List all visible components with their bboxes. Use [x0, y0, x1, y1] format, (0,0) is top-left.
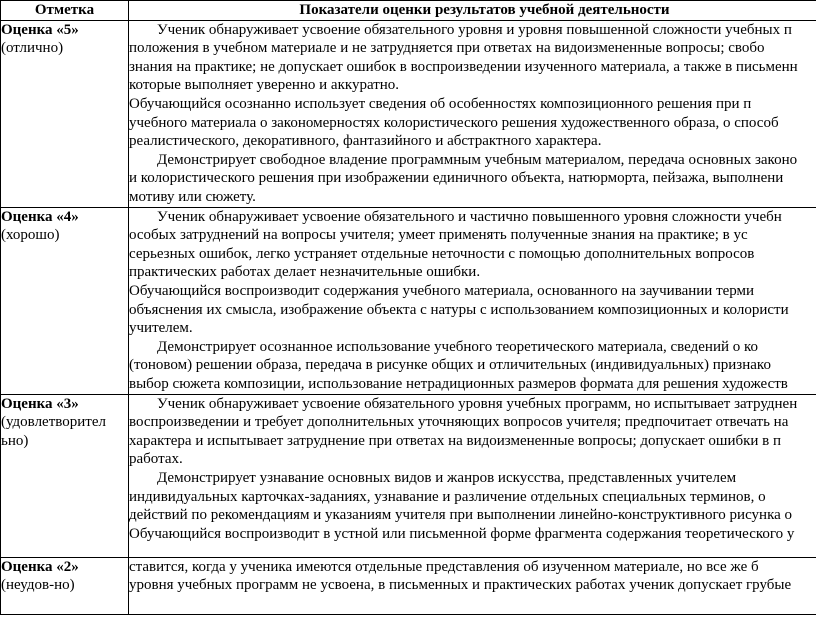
- text-line: Демонстрирует свободное владение программным учебным материалом, передача основных законо: [157, 151, 798, 168]
- grade-name: Оценка «2»: [1, 558, 79, 575]
- text-line: действий по рекомендациям и указаниям учителя при выполнении линейно-конструктивного рисунка о: [129, 507, 793, 524]
- text-line: знания на практике; не допускает ошибок в воспроизведении изученного материала, а также в письменн: [129, 58, 798, 75]
- text-line: (тоновом) решении образа, передача в рисунке общих и отличительных (индивидуальных) признако: [129, 357, 771, 374]
- text-line: Ученик обнаруживает усвоение обязательного уровня учебных программ, но испытывает затруднен: [157, 395, 798, 412]
- header-grade: Отметка: [1, 1, 129, 21]
- text-line: и колористического решения при изображении единичного объекта, натюрморта, пейзажа, выполнени: [129, 170, 784, 187]
- table-row: [1, 207, 816, 394]
- text-line: Ученик обнаруживает усвоение обязательного и частично повышенного уровня сложности учебн: [157, 208, 782, 225]
- text-line: Демонстрирует узнавание основных видов и жанров искусства, представленных учителем: [157, 469, 737, 486]
- grade-cell: [1, 20, 129, 207]
- text-line: уровня учебных программ не усвоена, в письменных и практических работах ученик допускает грубые: [129, 577, 792, 594]
- text-line: воспроизведении и требует дополнительных уточняющих вопросов учителя; предпочитает отвечать на: [129, 414, 789, 431]
- text-line: учебного материала о закономерностях колористического решения художественного образа, о способ: [129, 114, 779, 131]
- text-line: Обучающийся воспроизводит в устной или письменной форме фрагмента содержания теоретического у: [129, 525, 795, 542]
- text-line: работах.: [129, 451, 183, 468]
- text-line: Ученик обнаруживает усвоение обязательного уровня и уровня повышенной сложности учебных п: [157, 21, 792, 38]
- text-line: Обучающийся воспроизводит содержания учебного материала, основанного на заучивании терми: [129, 282, 755, 299]
- text-line: Обучающийся осознанно использует сведения об особенностях композиционного решения при п: [129, 95, 752, 112]
- header-indicators: Показатели оценки результатов учебной деятельности: [129, 1, 816, 21]
- text-line: практических работах делает незначительные ошибки.: [129, 264, 481, 281]
- text-line: объяснения их смысла, изображение объекта с натуры с использованием композиционных и колористи: [129, 301, 789, 318]
- table-header-row: [1, 1, 816, 21]
- description-cell: [129, 207, 816, 394]
- text-line: которые выполняет уверенно и аккуратно.: [129, 77, 400, 94]
- text-line: реалистического, декоративного, фантазийного и абстрактного характера.: [129, 133, 602, 150]
- text-line: характера и испытывает затруднение при ответах на видоизмененные вопросы; допускает ошибки в п: [129, 432, 782, 449]
- text-line: индивидуальных карточках-заданиях, узнавание и различение отдельных специальных терминов, о: [129, 488, 766, 505]
- grade-note: (отлично): [1, 40, 64, 57]
- grade-cell: [1, 557, 129, 614]
- grade-note: (удовлетворител ьно): [1, 414, 106, 449]
- text-line: Демонстрирует осознанное использование учебного теоретического материала, сведений о ко: [157, 338, 759, 355]
- text-line: серьезных ошибок, легко устраняет отдельные неточности с помощью дополнительных вопросов: [129, 245, 755, 262]
- grade-name: Оценка «4»: [1, 208, 79, 225]
- text-line: положения в учебном материале и не затрудняется при ответах на видоизмененные вопросы; свобо: [129, 40, 765, 57]
- grade-cell: [1, 207, 129, 394]
- text-line: мотиву или сюжету.: [129, 188, 256, 205]
- grade-name: Оценка «5»: [1, 21, 79, 38]
- grade-note: (неудов-но): [1, 577, 75, 594]
- grade-cell: [1, 394, 129, 557]
- description-cell: [129, 394, 816, 557]
- table-row: [1, 557, 816, 614]
- text-line: особых затруднений на вопросы учителя; умеет применять полученные знания на практике; в ус: [129, 227, 748, 244]
- description-cell: [129, 20, 816, 207]
- text-line: выбор сюжета композиции, использование нетрадиционных размеров формата для решения художеств: [129, 375, 788, 392]
- description-cell: [129, 557, 816, 614]
- table-row: [1, 394, 816, 557]
- grade-name: Оценка «3»: [1, 395, 79, 412]
- table-row: [1, 20, 816, 207]
- text-line: ставится, когда у ученика имеются отдельные представления об изученном материале, но все же б: [129, 558, 759, 575]
- text-line: учителем.: [129, 320, 193, 337]
- grade-note: (хорошо): [1, 227, 60, 244]
